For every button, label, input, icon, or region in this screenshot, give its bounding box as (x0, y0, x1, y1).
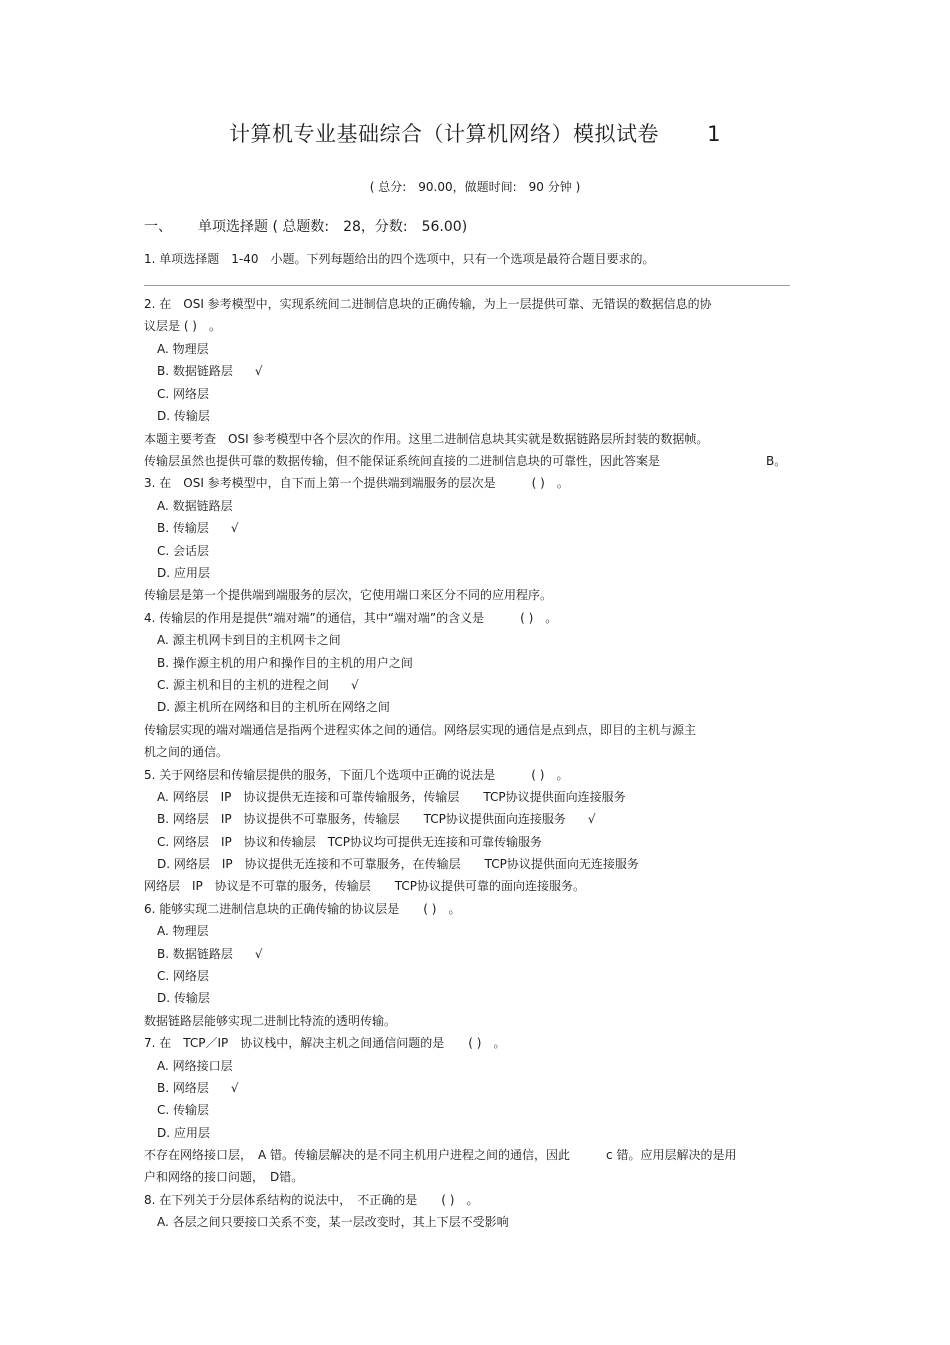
correct-mark: √ (351, 678, 359, 692)
question-8-stem: 8. 在下列关于分层体系结构的说法中， 不正确的是 ( ) 。 (144, 1193, 479, 1207)
question-5-option-c: C. 网络层 IP 协议和传输层 TCP协议均可提供无连接和可靠传输服务 (157, 835, 543, 849)
question-7-option-d: D. 应用层 (157, 1126, 210, 1140)
question-7-option-a: A. 网络接口层 (157, 1059, 233, 1073)
section-heading (144, 216, 467, 236)
question-4-option-d: D. 源主机所在网络和目的主机所在网络之间 (157, 700, 390, 714)
question-4-explanation-cont: 机之间的通信。 (144, 745, 229, 759)
question-8-option-a: A. 各层之间只要接口关系不变，某一层改变时，其上下层不受影响 (157, 1215, 509, 1229)
option-text: B. 网络层 (157, 1081, 209, 1095)
title-number: 1 (707, 122, 721, 146)
title-text: 计算机专业基础综合（计算机网络）模拟试卷 (229, 122, 660, 146)
question-7-explanation-cont: 户和网络的接口问题， D错。 (144, 1170, 304, 1184)
option-text: B. 传输层 (157, 521, 209, 535)
option-text: C. 源主机和目的主机的进程之间 (157, 678, 330, 692)
question-3-option-d: D. 应用层 (157, 566, 210, 580)
question-1-intro: 1. 单项选择题 1-40 小题。下列每题给出的四个选项中，只有一个选项是最符合题目要求的。 (144, 252, 655, 266)
divider-line (144, 285, 790, 286)
question-6-stem: 6. 能够实现二进制信息块的正确传输的协议层是 ( ) 。 (144, 902, 461, 916)
question-2-option-b (157, 362, 263, 379)
correct-mark: √ (254, 364, 263, 378)
exam-meta: ( 总分: 90.00，做题时间: 90 分钟 ) (369, 180, 581, 194)
question-5-option-b (157, 810, 596, 827)
question-3-stem: 3. 在 OSI 参考模型中，自下而上第一个提供端到端服务的层次是 ( ) 。 (144, 476, 569, 490)
question-3-option-a: A. 数据链路层 (157, 499, 233, 513)
question-2-stem: 2. 在 OSI 参考模型中，实现系统间二进制信息块的正确传输，为上一层提供可靠、无错误的数据信息的协 (144, 297, 712, 311)
correct-mark: √ (230, 1081, 239, 1095)
question-6-option-c: C. 网络层 (157, 969, 210, 983)
question-7-explanation: 不存在网络接口层， A 错。传输层解决的是不同主机用户进程之间的通信，因此 c 错。应用层解决的是用 (144, 1148, 737, 1162)
section-title: 单项选择题 ( 总题数: 28，分数: 56.00) (198, 219, 468, 235)
question-4-explanation: 传输层实现的端对端通信是指两个进程实体之间的通信。网络层实现的通信是点到点，即目的主机与源主 (144, 723, 697, 737)
section-number: 一、 (144, 219, 172, 235)
question-2-explanation-cont: 传输层虽然也提供可靠的数据传输，但不能保证系统间直接的二进制信息块的可靠性，因此答案是 (144, 454, 661, 468)
question-4-option-c (157, 676, 359, 693)
question-6-option-a: A. 物理层 (157, 924, 209, 938)
question-6-option-b (157, 945, 263, 962)
correct-mark: √ (254, 947, 263, 961)
option-text: B. 数据链路层 (157, 947, 233, 961)
question-5-option-a: A. 网络层 IP 协议提供无连接和可靠传输服务，传输层 TCP协议提供面向连接服务 (157, 790, 626, 804)
question-2-option-c: C. 网络层 (157, 387, 210, 401)
question-7-stem: 7. 在 TCP／IP 协议栈中，解决主机之间通信问题的是 ( ) 。 (144, 1036, 506, 1050)
correct-mark: √ (230, 521, 239, 535)
page-title (0, 118, 950, 148)
option-text: B. 数据链路层 (157, 364, 233, 378)
question-3-option-c: C. 会话层 (157, 544, 210, 558)
question-2-explanation: 本题主要考查 OSI 参考模型中各个层次的作用。这里二进制信息块其实就是数据链路层所封装的数据帧。 (144, 432, 709, 446)
question-6-option-d: D. 传输层 (157, 991, 210, 1005)
question-7-option-b (157, 1079, 239, 1096)
question-4-option-a: A. 源主机网卡到目的主机网卡之间 (157, 633, 341, 647)
question-2-option-d: D. 传输层 (157, 409, 210, 423)
question-3-option-b (157, 519, 239, 536)
question-4-stem: 4. 传输层的作用是提供“端对端”的通信，其中“端对端”的含义是 ( ) 。 (144, 611, 558, 625)
option-text: B. 网络层 IP 协议提供不可靠服务，传输层 TCP协议提供面向连接服务 (157, 812, 566, 826)
question-4-option-b: B. 操作源主机的用户和操作目的主机的用户之间 (157, 656, 413, 670)
question-7-option-c: C. 传输层 (157, 1103, 210, 1117)
question-5-explanation: 网络层 IP 协议是不可靠的服务，传输层 TCP协议提供可靠的面向连接服务。 (144, 879, 586, 893)
question-2-stem-cont: 议层是 ( ) 。 (144, 319, 221, 333)
question-5-stem: 5. 关于网络层和传输层提供的服务，下面几个选项中正确的说法是 ( ) 。 (144, 768, 569, 782)
question-2-answer: B。 (766, 454, 787, 468)
question-3-explanation: 传输层是第一个提供端到端服务的层次，它使用端口来区分不同的应用程序。 (144, 588, 553, 602)
question-5-option-d: D. 网络层 IP 协议提供无连接和不可靠服务，在传输层 TCP协议提供面向无连接服务 (157, 857, 639, 871)
question-6-explanation: 数据链路层能够实现二进制比特流的透明传输。 (144, 1014, 397, 1028)
correct-mark: √ (587, 812, 596, 826)
question-2-option-a: A. 物理层 (157, 342, 209, 356)
